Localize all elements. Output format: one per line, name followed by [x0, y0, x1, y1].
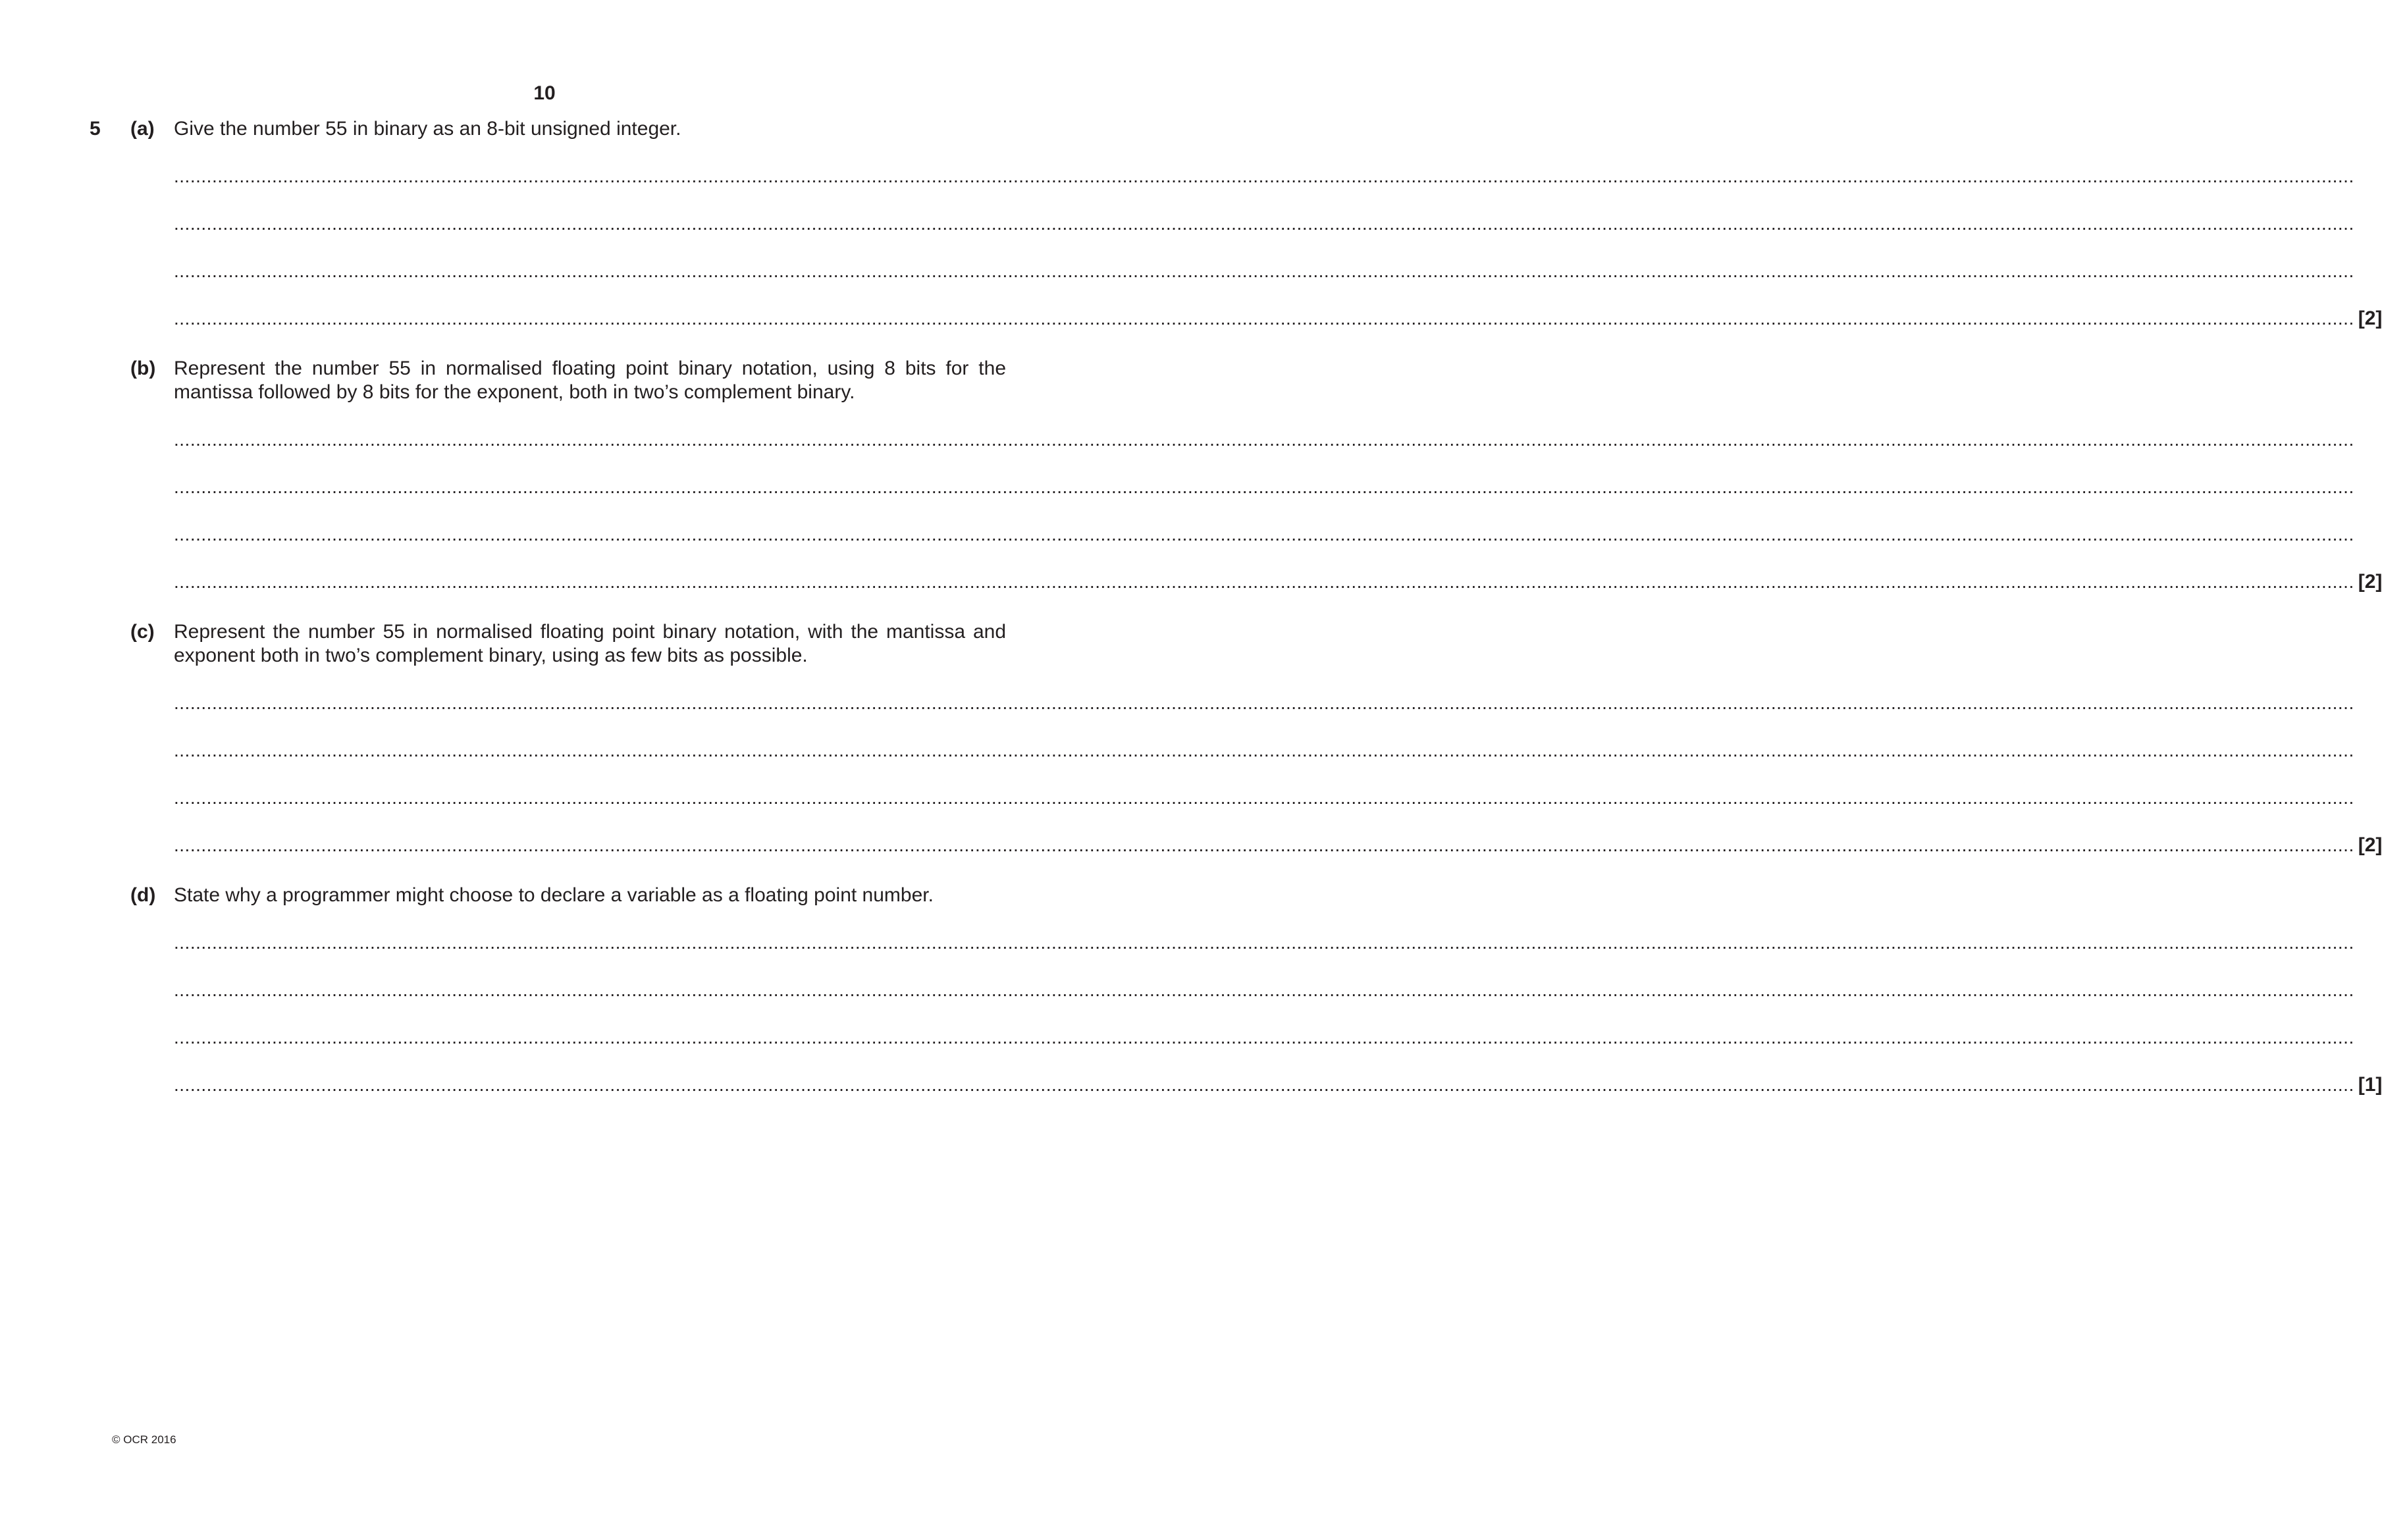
answer-line[interactable]: ................................................................................................................................................................................................................................................................................................................................................................................................................ [2]	[174, 834, 2382, 856]
marks-label-a: [2]	[2358, 307, 2382, 329]
answer-line[interactable]: ................................................................................................................................................................................................................................................................................................................................................................................................................	[174, 477, 2354, 497]
answer-line[interactable]: ................................................................................................................................................................................................................................................................................................................................................................................................................	[174, 1027, 2354, 1048]
answer-line[interactable]: ................................................................................................................................................................................................................................................................................................................................................................................................................	[174, 932, 2354, 953]
answer-line[interactable]: ................................................................................................................................................................................................................................................................................................................................................................................................................	[174, 787, 2354, 808]
answer-line[interactable]: ................................................................................................................................................................................................................................................................................................................................................................................................................ [2]	[174, 307, 2382, 329]
page-number: 10	[533, 82, 556, 104]
answer-line[interactable]: ................................................................................................................................................................................................................................................................................................................................................................................................................	[174, 166, 2354, 186]
part-text-a: Give the number 55 in binary as an 8-bit unsigned integer.	[174, 118, 681, 140]
part-text-d: State why a programmer might choose to declare a variable as a floating point number.	[174, 884, 934, 906]
answer-line[interactable]: ................................................................................................................................................................................................................................................................................................................................................................................................................ [2]	[174, 571, 2382, 593]
marks-label-d: [1]	[2358, 1074, 2382, 1096]
part-text-b: Represent the number 55 in normalised floating point binary notation, using 8 bits for the mantissa followed by 8 bits for the exponent, both in two’s complement binary.	[174, 358, 1006, 403]
answer-line[interactable]: ................................................................................................................................................................................................................................................................................................................................................................................................................	[174, 213, 2354, 234]
answer-line[interactable]: ................................................................................................................................................................................................................................................................................................................................................................................................................	[174, 429, 2354, 450]
answer-line[interactable]: ................................................................................................................................................................................................................................................................................................................................................................................................................	[174, 980, 2354, 1000]
part-label-a: (a)	[130, 118, 155, 140]
part-text-c: Represent the number 55 in normalised floating point binary notation, with the mantissa and exponent both in two’s complement binary, using as few bits as possible.	[174, 621, 1006, 666]
part-label-d: (d)	[130, 884, 156, 906]
answer-line[interactable]: ................................................................................................................................................................................................................................................................................................................................................................................................................	[174, 524, 2354, 544]
answer-line[interactable]: ................................................................................................................................................................................................................................................................................................................................................................................................................ [1]	[174, 1074, 2382, 1096]
answer-line[interactable]: ................................................................................................................................................................................................................................................................................................................................................................................................................	[174, 261, 2354, 281]
part-label-c: (c)	[130, 621, 155, 643]
part-label-b: (b)	[130, 358, 156, 379]
question-number: 5	[90, 118, 101, 140]
copyright-footer: © OCR 2016	[112, 1433, 176, 1446]
marks-label-b: [2]	[2358, 571, 2382, 593]
answer-line[interactable]: ................................................................................................................................................................................................................................................................................................................................................................................................................	[174, 693, 2354, 713]
marks-label-c: [2]	[2358, 834, 2382, 856]
answer-line[interactable]: ................................................................................................................................................................................................................................................................................................................................................................................................................	[174, 740, 2354, 760]
